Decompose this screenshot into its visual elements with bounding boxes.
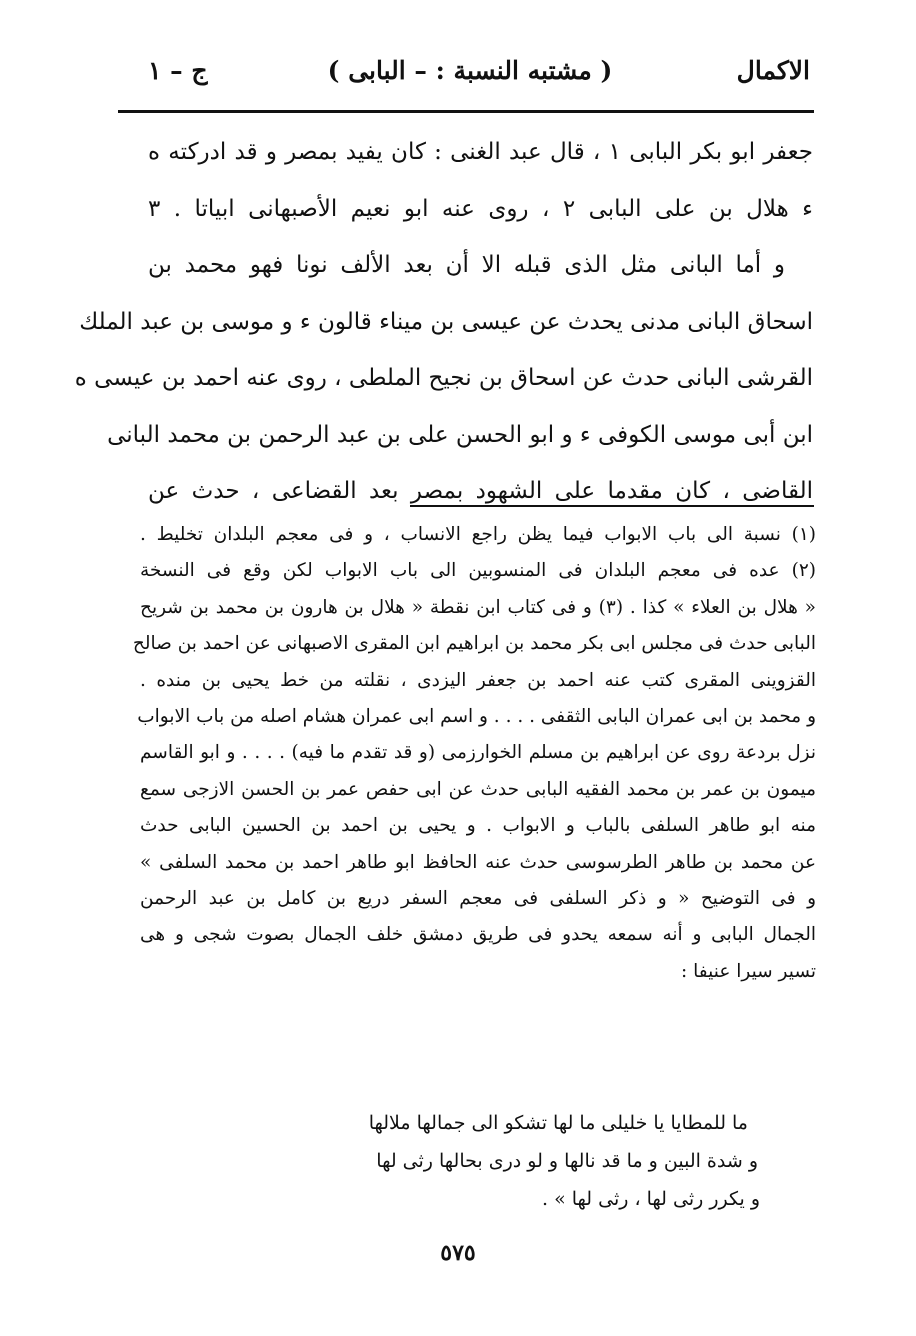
main-line: القرشى البانى حدث عن اسحاق بن نجيح الملطى ، روى عنه احمد بن عيسى ه <box>74 365 813 391</box>
footnote-line: و فى التوضيح « و ذكر السلفى فى معجم السفر دريع بن كامل بن عبد الرحمن <box>140 888 816 910</box>
footnote-line: « هلال بن العلاء » كذا . (٣) و فى كتاب ابن نقطة « هلال بن هارون بن محمد بن شريح <box>140 596 816 618</box>
verse-line: و يكرر رثى لها ، رثى لها » . <box>542 1188 760 1210</box>
main-line: ء هلال بن على البابى ٢ ، روى عنه ابو نعيم الأصبهانى ابياتا . ٣ <box>148 195 813 222</box>
verse-line: ما للمطايا يا خليلى ما لها تشكو الى جمالها ملالها <box>368 1112 748 1134</box>
header-rule <box>118 110 814 113</box>
footnote-separator <box>410 505 814 507</box>
footnote-line: (٢) عده فى معجم البلدان فى المنسوبين الى باب الابواب لكن وقع فى النسخة <box>140 560 816 582</box>
footnote-line: نزل بردعة روى عن ابراهيم بن مسلم الخوارزمى (و قد تقدم ما فيه) . . . . و ابو القاسم <box>140 742 816 764</box>
volume-number: ج – ١ <box>148 56 208 85</box>
main-line: جعفر ابو بكر البابى ١ ، قال عبد الغنى : كان يفيد بمصر و قد ادركته ه <box>148 139 813 165</box>
footnote-line: ميمون بن عمر بن محمد الفقيه البابى حدث عن ابى حفص عمر بن الحسن الازجى سمع <box>140 778 816 800</box>
footnotes <box>132 517 816 990</box>
footnote-line: تسير سيرا عنيفا : <box>681 960 816 982</box>
footnote-line: و محمد بن ابى عمران البابى الثقفى . . . . و اسم ابى عمران هشام اصله من باب الابواب <box>137 706 816 728</box>
footnote-line: الجمال البابى و أنه سمعه يحدو فى طريق دمشق خلف الجمال بصوت شجى و هى <box>140 924 816 946</box>
footnote-line: القزوينى المقرى كتب عنه احمد بن جعفر اليزدى ، نقلته من خط يحيى بن منده . <box>140 669 816 691</box>
footnote-line: عن محمد بن طاهر الطرسوسى حدث عنه الحافظ ابو طاهر احمد بن محمد السلفى » <box>140 851 816 873</box>
running-header <box>130 52 810 102</box>
footnote-line: البابى حدث فى مجلس ابى بكر محمد بن ابراهيم ابن المقرى الاصبهانى عن احمد بن صالح <box>132 633 816 655</box>
main-paragraph-2 <box>74 237 813 520</box>
section-topic: ( مشتبه النسبة : – البابى ) <box>327 56 613 85</box>
main-text <box>74 124 813 520</box>
footnote-line: (١) نسبة الى باب الابواب فيما يظن راجع الانساب ، و فى معجم البلدان تخليط . <box>140 524 816 545</box>
main-line: ابن أبى موسى الكوفى ء و ابو الحسن على بن عبد الرحمن بن محمد البانى <box>107 421 813 448</box>
main-line: اسحاق البانى مدنى يحدث عن عيسى بن ميناء قالون ء و موسى بن عبد الملك <box>79 308 813 335</box>
verse-line: و شدة البين و ما قد نالها و لو درى بحالها رثى لها <box>376 1150 758 1172</box>
book-title: الاكمال <box>736 56 810 85</box>
main-line: القاضى ، كان مقدما على الشهود بمصر بعد القضاعى ، حدث عن <box>148 478 813 504</box>
main-line: و أما البانى مثل الذى قبله الا أن بعد الألف نونا فهو محمد بن <box>148 252 785 278</box>
footnote-line: منه ابو طاهر السلفى بالباب و الابواب . و يحيى بن احمد بن الحسين البابى حدث <box>140 815 816 837</box>
main-paragraph-1 <box>148 124 813 237</box>
verse-block <box>200 1104 760 1218</box>
page-number: ٥٧٥ <box>440 1240 476 1266</box>
